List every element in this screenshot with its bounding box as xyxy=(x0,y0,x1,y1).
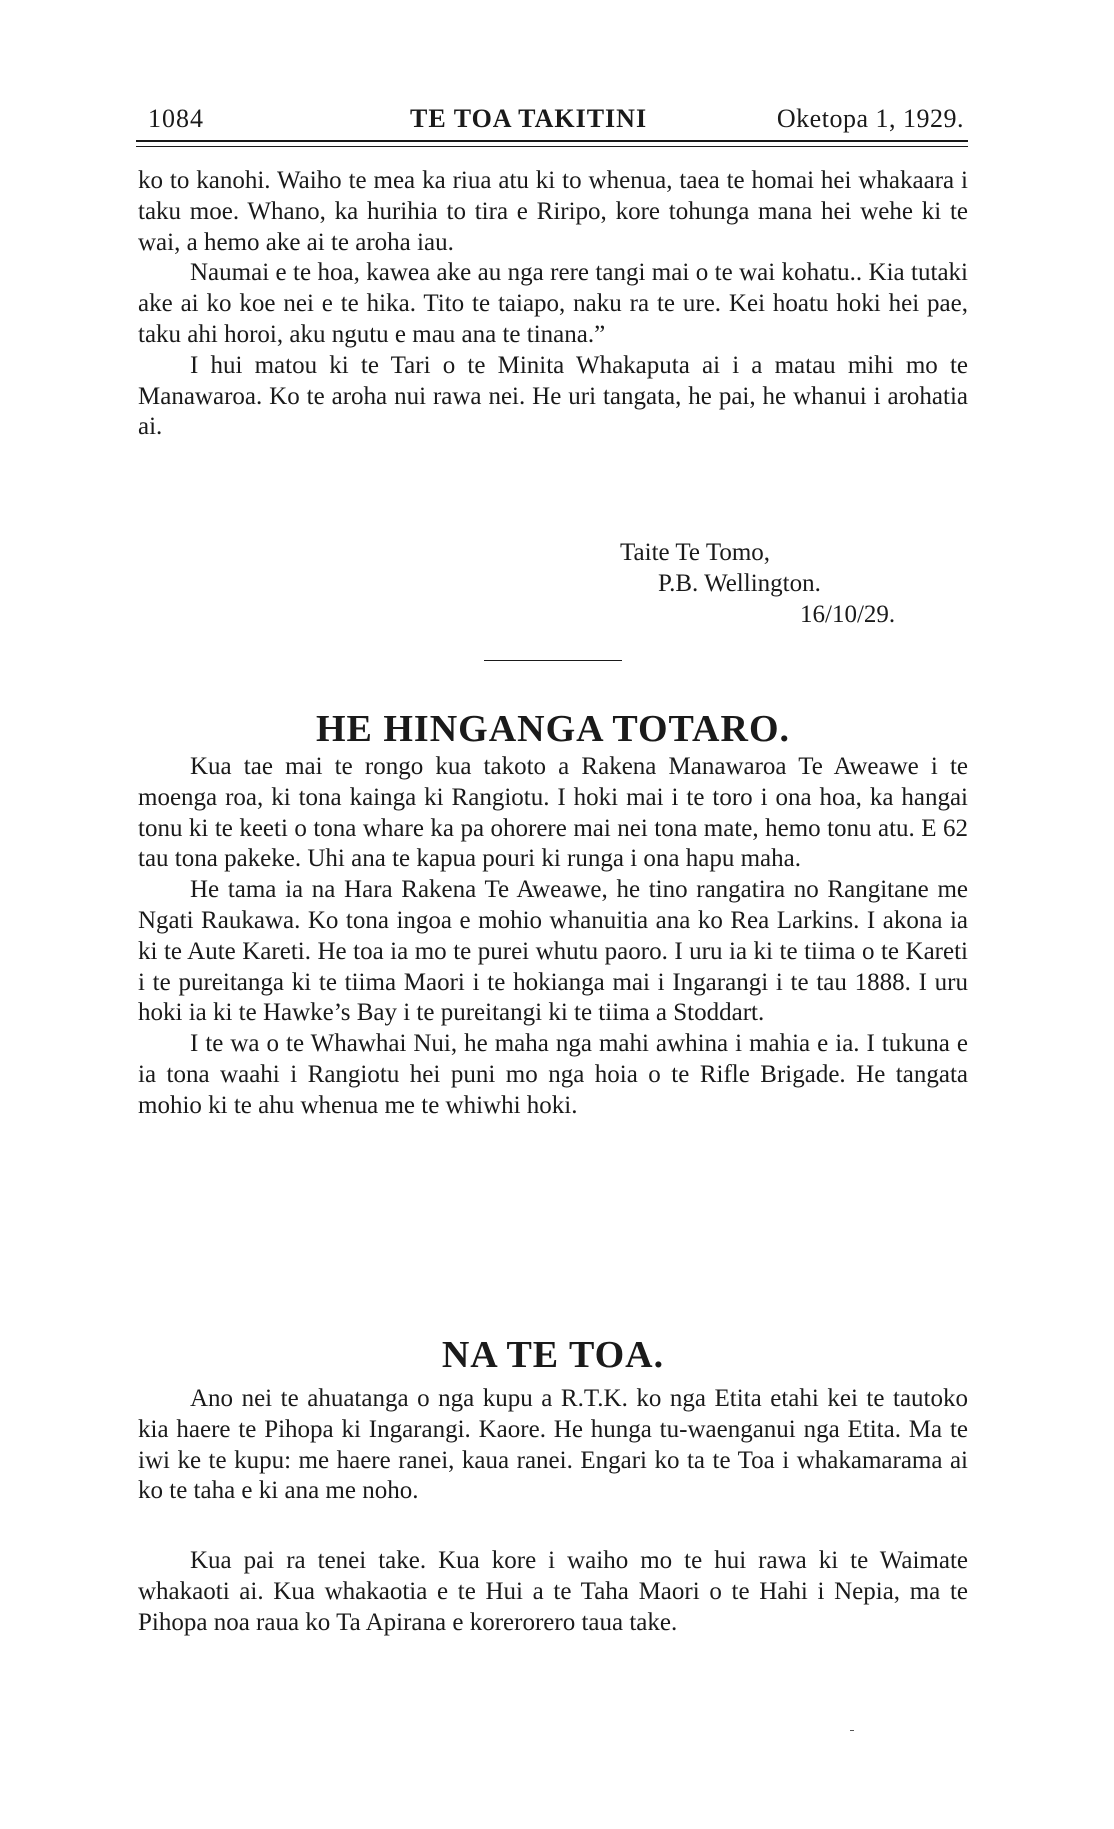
running-header xyxy=(148,102,964,136)
section-separator xyxy=(484,660,622,661)
letter-signature xyxy=(620,538,980,630)
letter-paragraph: I hui matou ki te Tari o te Minita Whakaputa ai i a matau mihi mo te Manawaroa. Ko te aroha nui rawa nei. He uri tangata, he pai, he whanui i arohatia ai. xyxy=(138,351,968,441)
obituary-body xyxy=(138,752,968,1122)
letter-paragraph: ko to kanohi. Waiho te mea ka riua atu ki to whenua, taea te homai hei whakaara i taku moe. Whano, ka hurihia to tira e Riripo, kore tohunga mana hei wehe ki te wai, a hemo ake ai te aroha iau. xyxy=(138,167,968,256)
header-rule-thin xyxy=(136,146,968,147)
letter-body xyxy=(138,166,968,443)
editorial-paragraph: Kua pai ra tenei take. Kua kore i waiho mo te hui rawa ki te Waimate whakaoti ai. Kua whakaotia e te Hui a te Taha Maori o te Hahi i Nepia, ma te Pihopa noa raua ko Ta Apirana e korerorero taua take. xyxy=(138,1547,968,1636)
signature-date: 16/10/29. xyxy=(800,600,896,628)
signature-address: P.B. Wellington. xyxy=(658,569,821,597)
header-rule-thick xyxy=(136,140,968,142)
issue-date: Oketopa 1, 1929. xyxy=(776,104,964,133)
editorial-body-first xyxy=(138,1384,968,1507)
publication-title: TE TOA TAKITINI xyxy=(410,104,648,133)
obituary-heading: HE HINGANGA TOTARO. xyxy=(315,708,791,750)
obituary-paragraph: Kua tae mai te rongo kua takoto a Rakena Manawaroa Te Aweawe i te moenga roa, ki tona kainga ki Rangiotu. I hoki mai i te toro i ona hoa, ka hangai tonu ki te keeti o tona whare ka pa ohorere mai nei tona mate, hemo tonu atu. E 62 tau tona pakeke. Uhi ana te kapua pouri ki runga i ona hapu maha. xyxy=(138,753,968,873)
obituary-paragraph: He tama ia na Hara Rakena Te Aweawe, he tino rangatira no Rangitane me Ngati Raukawa. Ko tona ingoa e mohio whanuitia ana ko Rea Larkins. I akona ia ki te Aute Kareti. He toa ia mo te purei whutu paoro. I uru ia ki te tiima o te Kareti i te pureitanga ki te tiima Maori i te hokianga mai i Ingarangi i te tau 1888. I uru hoki ia ki te Hawke’s Bay i te pureitangi ki te tiima a Stoddart. xyxy=(138,876,968,1027)
obituary-paragraph: I te wa o te Whawhai Nui, he maha nga mahi awhina i mahia e ia. I tukuna e ia tona waahi i Rangiotu hei puni mo nga hoia o te Rifle Brigade. He tangata mohio ki te ahu whenua me te whiwhi hoki. xyxy=(138,1030,968,1119)
page-number: 1084 xyxy=(148,104,204,133)
letter-paragraph: Naumai e te hoa, kawea ake au nga rere tangi mai o te wai kohatu.. Kia tutaki ake ai ko koe nei e te hika. Tito te taiapo, naku ra te ure. Kei hoatu hoki hei pae, taku ahi horoi, aku ngutu e mau ana te tinana.” xyxy=(138,259,968,348)
editorial-body-second xyxy=(138,1546,968,1638)
editorial-paragraph: Ano nei te ahuatanga o nga kupu a R.T.K. ko nga Etita etahi kei te tautoko kia haere te Pihopa ki Ingarangi. Kaore. He hunga tu-waenganui nga Etita. Ma te iwi ke te kupu: me haere ranei, kaua ranei. Engari ko ta te Toa i whakamarama ai ko te taha e ki ana me noho. xyxy=(138,1385,968,1505)
editorial-heading: NA TE TOA. xyxy=(441,1334,665,1376)
signature-name: Taite Te Tomo, xyxy=(620,539,771,566)
print-speck xyxy=(850,1730,854,1731)
